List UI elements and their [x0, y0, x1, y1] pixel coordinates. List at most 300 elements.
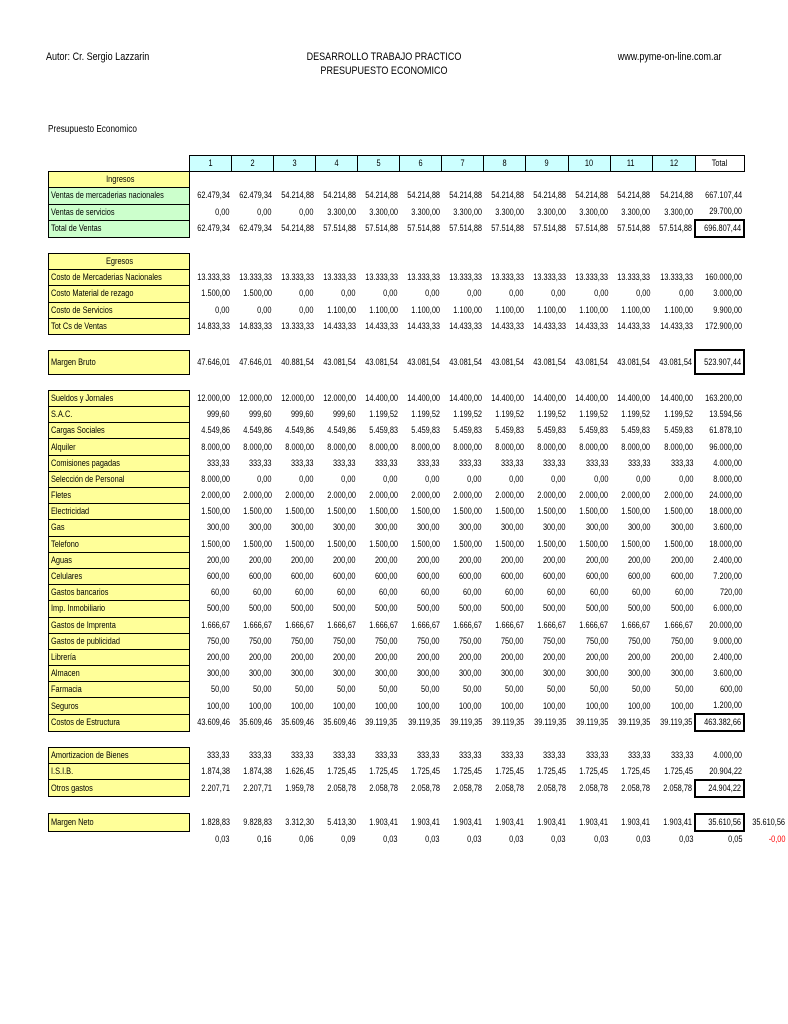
value-cell: 3.300,00	[411, 206, 440, 217]
value-cell: 8.000,00	[621, 441, 651, 452]
extra-cell	[744, 585, 787, 601]
value-cell: 333,33	[459, 457, 482, 468]
value-cell: 62.479,34	[196, 190, 230, 201]
value-cell: 333,33	[375, 457, 398, 468]
value-cell: 60,00	[337, 587, 356, 598]
value-cell: 200,00	[585, 554, 609, 565]
value-cell: 1.874,38	[200, 766, 230, 777]
value-cell: 35.609,46	[322, 717, 356, 728]
value-cell: 300,00	[459, 668, 482, 679]
value-cell: 600,00	[207, 571, 230, 582]
value-cell: 100,00	[333, 700, 356, 711]
empty-cell	[568, 374, 610, 390]
value-cell: 14.833,33	[196, 320, 230, 331]
value-cell: 39.119,35	[407, 717, 440, 728]
empty-cell	[526, 237, 568, 253]
row-label: Telefono	[49, 536, 190, 552]
value-cell: 8.000,00	[537, 441, 567, 452]
value-cell: 13.333,33	[617, 272, 651, 283]
value-cell: 50,00	[589, 684, 609, 695]
value-cell: 200,00	[670, 554, 694, 565]
value-cell: 750,00	[459, 635, 482, 646]
value-cell: 5.459,83	[537, 425, 567, 436]
value-cell: 2.058,78	[579, 782, 609, 793]
value-cell: 1.100,00	[664, 304, 694, 315]
total-cell: 18.000,00	[709, 538, 743, 549]
value-cell: 14.433,33	[660, 320, 694, 331]
extra-cell	[744, 390, 787, 406]
empty-cell	[610, 172, 652, 188]
value-cell: 1.500,00	[453, 506, 482, 517]
value-cell: 35.609,46	[238, 717, 272, 728]
empty-cell	[442, 253, 484, 269]
empty-cell	[400, 172, 442, 188]
value-cell: 333,33	[501, 749, 524, 760]
value-cell: 500,00	[291, 603, 314, 614]
value-cell: 1.725,45	[495, 766, 524, 777]
value-cell: 1.500,00	[242, 506, 272, 517]
value-cell: 1.500,00	[200, 288, 230, 299]
empty-cell	[358, 797, 400, 814]
value-cell: 1.500,00	[664, 538, 694, 549]
value-cell: 1.666,67	[200, 619, 230, 630]
value-cell: 1.500,00	[242, 288, 272, 299]
value-cell: 1.500,00	[453, 538, 482, 549]
value-cell: 5.459,83	[579, 425, 609, 436]
value-cell: 0,00	[299, 473, 314, 484]
value-cell: 35.609,46	[280, 717, 314, 728]
value-cell: 14.433,33	[407, 320, 440, 331]
value-cell: 8.000,00	[664, 441, 694, 452]
table-row-margen-neto	[49, 814, 788, 831]
empty-cell	[189, 797, 232, 814]
value-cell: 1.199,52	[621, 409, 651, 420]
table-row-total-ventas	[49, 220, 788, 237]
empty-cell	[274, 374, 316, 390]
value-cell: 333,33	[333, 457, 356, 468]
value-cell: 1.500,00	[369, 538, 398, 549]
value-cell: 333,33	[375, 749, 398, 760]
total-cell: 96.000,00	[709, 441, 743, 452]
value-cell: 2.000,00	[495, 490, 524, 501]
value-cell: 300,00	[543, 522, 567, 533]
row-label: Otros gastos	[49, 780, 190, 797]
value-cell: 8.000,00	[327, 441, 356, 452]
value-cell: 3.300,00	[537, 206, 567, 217]
value-cell: 1.500,00	[579, 538, 609, 549]
value-cell: 0,00	[383, 473, 398, 484]
total-cell: 523.907,44	[695, 350, 744, 374]
table-row-cargas	[49, 423, 788, 439]
month-header-cell: 10	[568, 156, 610, 172]
value-cell: 1.725,45	[537, 766, 567, 777]
value-cell: 750,00	[207, 635, 230, 646]
value-cell: 500,00	[501, 603, 524, 614]
blank-row	[49, 237, 788, 253]
value-cell: 43.081,54	[575, 356, 609, 367]
total-cell: 20.000,00	[709, 619, 743, 630]
value-cell: 1.903,41	[579, 816, 609, 827]
value-cell: 1.100,00	[579, 304, 609, 315]
value-cell: 1.725,45	[369, 766, 398, 777]
value-cell: 43.081,54	[659, 356, 693, 367]
empty-cell	[232, 797, 274, 814]
value-cell: 60,00	[547, 587, 567, 598]
extra-cell	[744, 204, 787, 220]
value-cell: 4.549,86	[327, 425, 356, 436]
value-cell: 1.100,00	[537, 304, 567, 315]
total-cell: 20.904,22	[709, 765, 743, 776]
value-cell: 200,00	[249, 554, 272, 565]
value-cell: 57.514,88	[491, 223, 524, 234]
value-cell: 600,00	[543, 571, 567, 582]
value-cell: 8.000,00	[284, 441, 314, 452]
empty-cell	[442, 172, 484, 188]
empty-cell	[744, 731, 787, 747]
table-row-isib	[49, 764, 788, 780]
empty-cell	[695, 334, 744, 350]
value-cell: 200,00	[249, 651, 272, 662]
empty-cell	[358, 731, 400, 747]
extra-cell	[744, 439, 787, 455]
value-cell: 0,00	[257, 206, 272, 217]
value-cell: 750,00	[291, 635, 314, 646]
row-label: Gastos bancarios	[49, 585, 190, 601]
value-cell: 500,00	[249, 603, 272, 614]
value-cell: 12.000,00	[322, 392, 356, 403]
value-cell: 0,00	[299, 206, 314, 217]
value-cell: 13.333,33	[280, 320, 314, 331]
value-cell: 8.000,00	[495, 441, 524, 452]
value-cell: 50,00	[253, 684, 272, 695]
table-row-farmacia	[49, 682, 788, 698]
value-cell: 54.214,88	[280, 190, 314, 201]
value-cell: 333,33	[249, 457, 272, 468]
value-cell: 1.500,00	[664, 506, 694, 517]
value-cell: 600,00	[375, 571, 398, 582]
empty-cell	[400, 374, 442, 390]
row-label: Seguros	[49, 698, 190, 714]
row-label: Sueldos y Jornales	[49, 390, 190, 406]
row-label: Alquiler	[49, 439, 190, 455]
value-cell: 60,00	[674, 587, 694, 598]
value-cell: 1.500,00	[579, 506, 609, 517]
empty-cell	[695, 172, 744, 188]
month-header-cell: 6	[400, 156, 442, 172]
value-cell: 1.500,00	[284, 506, 314, 517]
value-cell: 2.058,78	[663, 782, 693, 793]
empty-cell	[316, 253, 358, 269]
value-cell: 54.214,88	[280, 223, 314, 234]
empty-cell	[744, 156, 787, 172]
value-cell: 13.333,33	[449, 272, 482, 283]
value-cell: 1.666,67	[579, 619, 609, 630]
total-cell: 7.200,00	[713, 571, 743, 582]
value-cell: 39.119,35	[659, 717, 693, 728]
value-cell: 2.207,71	[200, 782, 230, 793]
empty-cell	[526, 253, 568, 269]
extra-cell	[744, 780, 787, 797]
value-cell: 0,00	[593, 473, 609, 484]
value-cell: 0,00	[299, 304, 314, 315]
value-cell: 200,00	[459, 651, 482, 662]
value-cell: 14.400,00	[660, 392, 694, 403]
value-cell: 1.199,52	[411, 409, 440, 420]
empty-cell	[442, 334, 484, 350]
value-cell: 1.874,38	[242, 766, 272, 777]
value-cell: 2.000,00	[284, 490, 314, 501]
value-cell: 54.214,88	[407, 190, 440, 201]
value-cell: 57.514,88	[575, 223, 609, 234]
value-cell: 13.333,33	[491, 272, 524, 283]
value-cell: 1.666,67	[621, 619, 651, 630]
value-cell: 1.100,00	[453, 304, 482, 315]
section-header-row	[49, 172, 788, 188]
value-cell: 1.666,67	[495, 619, 524, 630]
total-cell: 3.600,00	[713, 668, 743, 679]
row-label: Librería	[49, 649, 190, 665]
empty-cell	[316, 374, 358, 390]
empty-cell	[568, 172, 610, 188]
empty-cell	[400, 731, 442, 747]
value-cell: 1.199,52	[537, 409, 567, 420]
value-cell: 57.514,88	[449, 223, 482, 234]
value-cell: 0,00	[341, 473, 356, 484]
table-row-costo-serv	[49, 302, 788, 318]
value-cell: 50,00	[674, 684, 694, 695]
empty-cell	[232, 253, 274, 269]
value-cell: 200,00	[627, 651, 651, 662]
row-label: Imp. Inmobiliario	[49, 601, 190, 617]
value-cell: 0,03	[383, 833, 398, 844]
value-cell: 2.000,00	[664, 490, 694, 501]
value-cell: 999,60	[291, 409, 314, 420]
value-cell: 333,33	[249, 749, 272, 760]
value-cell: 300,00	[501, 668, 524, 679]
extra-cell	[744, 649, 787, 665]
value-cell: 200,00	[670, 651, 694, 662]
value-cell: 750,00	[543, 635, 567, 646]
empty-cell	[358, 374, 400, 390]
extra-cell	[744, 552, 787, 568]
value-cell: 100,00	[207, 700, 230, 711]
value-cell: 5.413,30	[327, 816, 356, 827]
value-cell: 43.081,54	[407, 356, 440, 367]
value-cell: 14.433,33	[322, 320, 356, 331]
empty-cell	[442, 374, 484, 390]
value-cell: 13.333,33	[364, 272, 398, 283]
value-cell: 1.199,52	[453, 409, 482, 420]
total-cell: 61.878,10	[709, 425, 743, 436]
empty-cell	[49, 237, 190, 253]
value-cell: 1.626,45	[284, 766, 314, 777]
value-cell: 2.058,78	[453, 782, 482, 793]
month-header-cell: 7	[442, 156, 484, 172]
value-cell: 60,00	[463, 587, 482, 598]
value-cell: 14.400,00	[407, 392, 440, 403]
value-cell: 14.400,00	[575, 392, 609, 403]
table-row-alquiler	[49, 439, 788, 455]
value-cell: 1.199,52	[664, 409, 694, 420]
total-cell: 696.807,44	[695, 220, 744, 237]
empty-cell	[232, 731, 274, 747]
extra-cell	[744, 568, 787, 584]
empty-cell	[484, 731, 526, 747]
value-cell: 0,00	[509, 473, 524, 484]
total-cell: 2.400,00	[713, 554, 743, 565]
empty-cell	[744, 334, 787, 350]
value-cell: 1.666,67	[369, 619, 398, 630]
empty-cell	[49, 797, 190, 814]
value-cell: 200,00	[291, 651, 314, 662]
month-header-cell: 5	[358, 156, 400, 172]
value-cell: 14.400,00	[533, 392, 567, 403]
value-cell: 50,00	[337, 684, 356, 695]
value-cell: 333,33	[291, 457, 314, 468]
extra-cell	[744, 220, 787, 237]
total-cell: 667.107,44	[705, 190, 743, 201]
value-cell: 200,00	[543, 554, 567, 565]
value-cell: 13.333,33	[660, 272, 694, 283]
value-cell: 333,33	[543, 749, 567, 760]
total-cell: 24.000,00	[709, 490, 743, 501]
value-cell: 0,03	[635, 833, 651, 844]
value-cell: 54.214,88	[533, 190, 567, 201]
month-header-cell: 9	[526, 156, 568, 172]
empty-cell	[442, 237, 484, 253]
total-cell: 3.000,00	[713, 288, 743, 299]
value-cell: 100,00	[459, 700, 482, 711]
value-cell: 5.459,83	[621, 425, 651, 436]
value-cell: 333,33	[543, 457, 567, 468]
value-cell: 50,00	[463, 684, 482, 695]
value-cell: 100,00	[627, 700, 651, 711]
value-cell: 1.903,41	[453, 816, 482, 827]
value-cell: 500,00	[417, 603, 440, 614]
table-row-libreria	[49, 649, 788, 665]
author-text: Autor: Cr. Sergio Lazzarin	[46, 51, 150, 63]
table-row-fletes	[49, 488, 788, 504]
value-cell: 600,00	[249, 571, 272, 582]
value-cell: 13.333,33	[280, 272, 314, 283]
value-cell: 200,00	[333, 651, 356, 662]
empty-cell	[442, 731, 484, 747]
value-cell: 999,60	[249, 409, 272, 420]
empty-cell	[274, 797, 316, 814]
value-cell: 9.828,83	[242, 816, 272, 827]
value-cell: 750,00	[585, 635, 609, 646]
value-cell: 300,00	[417, 668, 440, 679]
empty-cell	[610, 253, 652, 269]
value-cell: 300,00	[291, 522, 314, 533]
value-cell: 300,00	[585, 522, 609, 533]
empty-cell	[695, 253, 744, 269]
corner-cell	[49, 156, 190, 172]
value-cell: 43.081,54	[491, 356, 524, 367]
value-cell: 1.959,78	[284, 782, 314, 793]
empty-cell	[189, 374, 232, 390]
value-cell: 43.081,54	[364, 356, 398, 367]
empty-cell	[695, 797, 744, 814]
value-cell: 1.500,00	[621, 506, 651, 517]
empty-cell	[358, 334, 400, 350]
value-cell: 1.500,00	[495, 538, 524, 549]
value-cell: 5.459,83	[664, 425, 694, 436]
value-cell: 1.725,45	[664, 766, 694, 777]
value-cell: 600,00	[501, 571, 524, 582]
empty-cell	[652, 172, 695, 188]
value-cell: 0,00	[467, 473, 482, 484]
empty-cell	[274, 237, 316, 253]
extra-cell	[744, 666, 787, 682]
value-cell: 0,00	[635, 288, 651, 299]
row-label: I.S.I.B.	[49, 764, 190, 780]
row-label: Gastos de Imprenta	[49, 617, 190, 633]
empty-cell	[568, 334, 610, 350]
value-cell: 4.549,86	[284, 425, 314, 436]
empty-cell	[744, 253, 787, 269]
value-cell: 300,00	[291, 668, 314, 679]
value-cell: 333,33	[501, 457, 524, 468]
value-cell: 100,00	[375, 700, 398, 711]
row-label: Farmacia	[49, 682, 190, 698]
value-cell: 1.100,00	[411, 304, 440, 315]
table-row-ratio	[49, 831, 788, 847]
empty-cell	[400, 237, 442, 253]
empty-cell	[274, 731, 316, 747]
value-cell: 200,00	[375, 554, 398, 565]
value-cell: 60,00	[211, 587, 230, 598]
empty-cell	[189, 334, 232, 350]
value-cell: 200,00	[333, 554, 356, 565]
empty-cell	[274, 334, 316, 350]
empty-cell	[652, 374, 695, 390]
row-label: Fletes	[49, 488, 190, 504]
value-cell: 1.500,00	[537, 538, 567, 549]
empty-cell	[316, 172, 358, 188]
value-cell: 200,00	[417, 554, 440, 565]
value-cell: 13.333,33	[238, 272, 272, 283]
value-cell: 14.433,33	[533, 320, 567, 331]
empty-cell	[744, 237, 787, 253]
section-header-row	[49, 253, 788, 269]
extra-cell	[744, 318, 787, 334]
value-cell: 0,00	[215, 304, 230, 315]
extra-cell	[744, 270, 787, 286]
empty-cell	[316, 731, 358, 747]
value-cell: 0,00	[509, 288, 524, 299]
value-cell: 600,00	[291, 571, 314, 582]
value-cell: 300,00	[375, 668, 398, 679]
total-cell: 720,00	[719, 587, 743, 598]
empty-cell	[274, 172, 316, 188]
value-cell: 0,00	[678, 473, 694, 484]
value-cell: 1.500,00	[621, 538, 651, 549]
empty-cell	[274, 253, 316, 269]
row-label: Gas	[49, 520, 190, 536]
empty-cell	[526, 334, 568, 350]
empty-cell	[358, 172, 400, 188]
value-cell: 12.000,00	[196, 392, 230, 403]
value-cell: 54.214,88	[449, 190, 482, 201]
blank-row	[49, 334, 788, 350]
blank-row	[49, 374, 788, 390]
value-cell: 14.400,00	[364, 392, 398, 403]
value-cell: 1.903,41	[495, 816, 524, 827]
row-label: Costo de Mercaderias Nacionales	[49, 270, 190, 286]
month-header-cell: 4	[316, 156, 358, 172]
total-cell: 160.000,00	[705, 272, 743, 283]
